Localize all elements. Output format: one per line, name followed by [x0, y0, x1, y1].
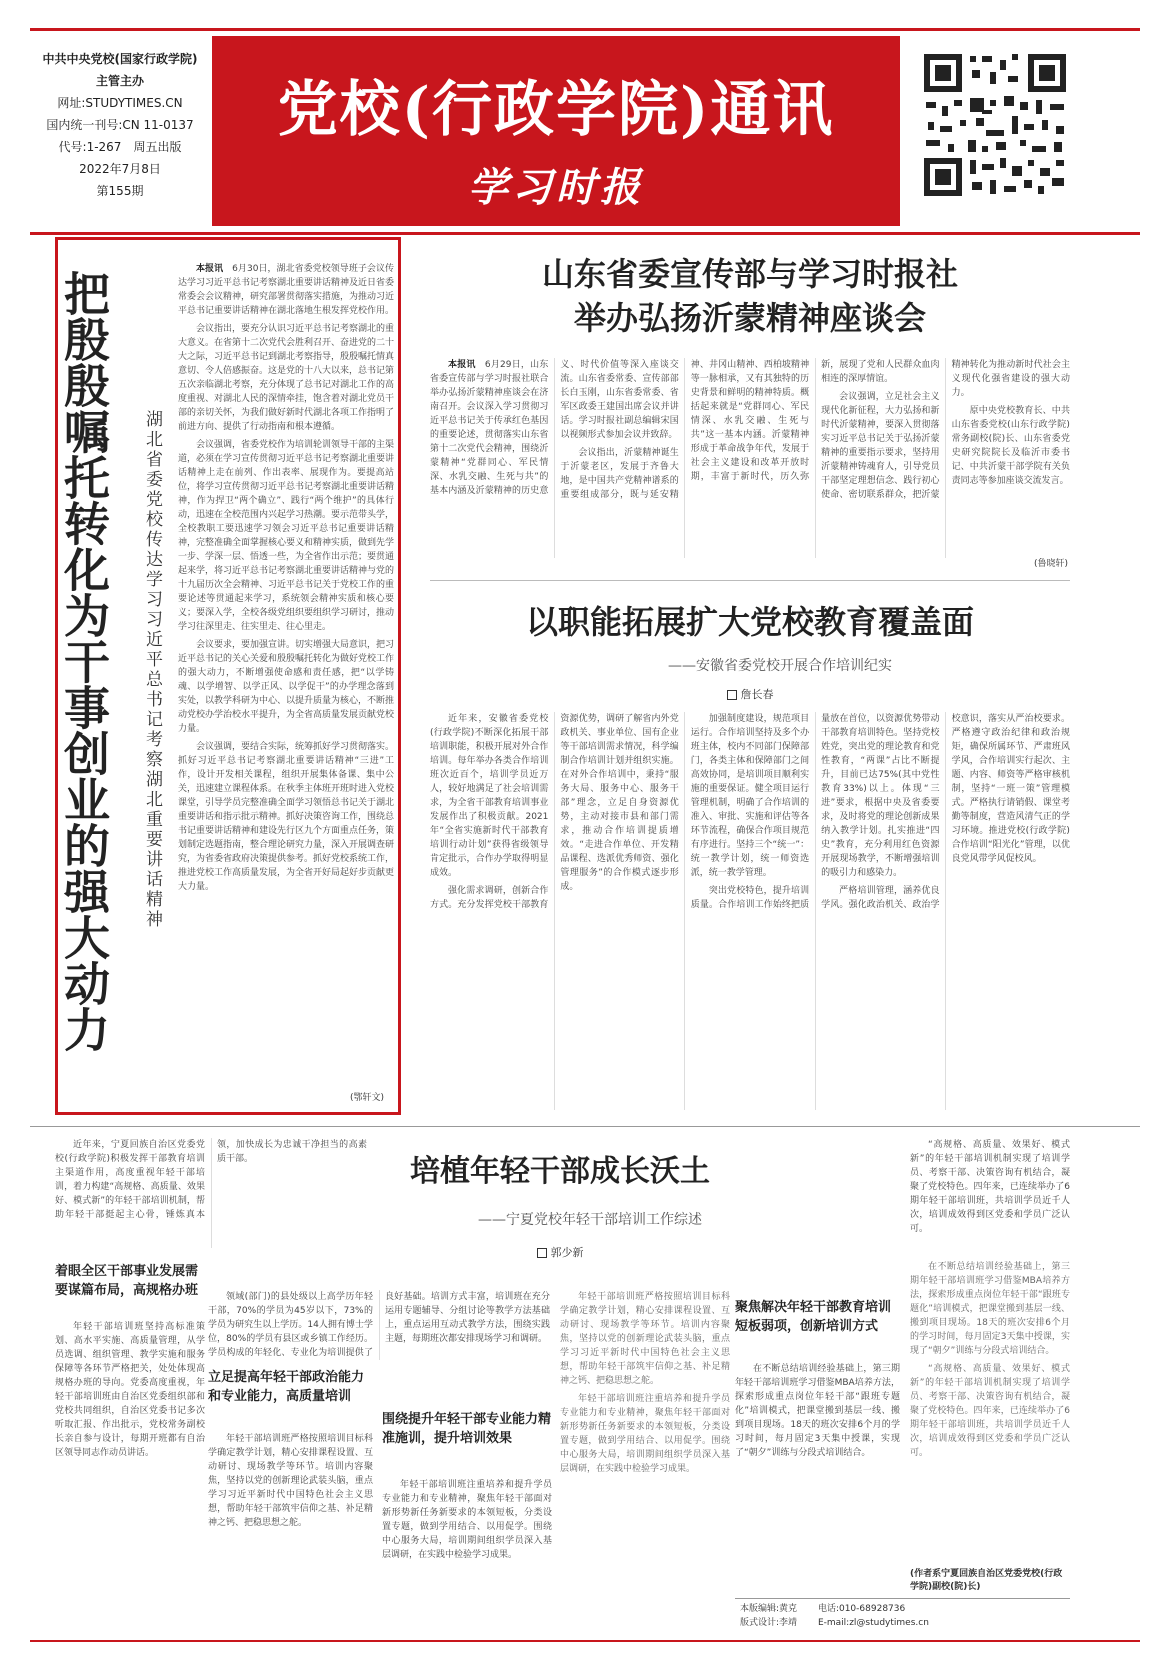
paragraph: 本报讯 6月29日，山东省委宣传部与学习时报社联合举办弘扬沂蒙精神座谈会在济南召开。会议深入学习贯彻习近平总书记关于传承红色基因的重要论述，贯彻落实山东省第十二次党代会精神，围绕沂蒙精神“党群同心、军民情深、水乳交融、生死与共”的基本内涵及沂蒙精神的历史意义、时代价值等深入座谈交流。山东省委常委、宣传部部长白玉刚，山东省委常委、省军区政委王建国出席会议并讲话。学习时报社副总编辑宋国以视频形式参加会议并致辞。 [430, 360, 679, 496]
section-body [208, 1432, 373, 1620]
article-intro-ningxia [55, 1138, 367, 1248]
paragraph: 会议强调，立足社会主义现代化新征程，大力弘扬和新时代沂蒙精神，要深入贯彻落实习近平总书记关于弘扬沂蒙精神的重要指示要求，坚持用沂蒙精神铸魂育人，引导党员干部坚定理想信念、践行初心使命、密切联系群众，把沂蒙精神转化为推动新时代社会主义现代化强省建设的强大动力。 [821, 360, 1070, 500]
section-heading: 聚焦解决年轻干部教育培训短板弱项，创新培训方式 [735, 1300, 892, 1334]
article-closing-ningxia [910, 1138, 1070, 1248]
section-body [55, 1320, 205, 1620]
paragraph: 年轻干部培训班注重培养和提升学员专业能力和专业精神，聚焦年轻干部面对新形势新任务新要求的本领短板，分类设置专题，做到学用结合、以用促学。围绕中心服务大局，培训期间组织学员深入基层调研，在实践中检验学习成果。 [560, 1394, 730, 1474]
section-heading: 立足提高年轻干部政治能力和专业能力，高质量培训 [208, 1370, 365, 1404]
paragraph: 年轻干部培训班严格按照培训目标科学确定教学计划，精心安排课程设置、互动研讨、现场教学等环节。培训内容聚焦，坚持以党的创新理论武装头脑，重点学习习近平新时代中国特色社会主义思想，帮助年轻干部筑牢信仰之基、补足精神之钙、把稳思想之舵。 [208, 1434, 373, 1528]
paper-name-logo: 学习时报 [468, 164, 644, 211]
article-subtitle-anhui: ——安徽省委党校开展合作培训纪实 [668, 658, 892, 674]
article-title-anhui: 以职能拓展扩大党校教育覆盖面 [525, 603, 974, 641]
paragraph: 会议指出，要充分认识习近平总书记考察湖北的重大意义。在省第十二次党代会胜利召开、奋进党的二十大之际，习近平总书记到湖北考察指导，殷殷嘱托情真意切、令人倍感振奋。这是党的十八大以来，总书记第五次亲临湖北考察，充分体现了总书记对湖北工作的高度重视、对湖北人民的深情牵挂，饱含着对湖北党员干部的亲切关怀，为我们做好新时代湖北各项工作指明了前进方向、提供了行动指南和根本遵循。 [178, 324, 395, 432]
email-label: E-mail: [817, 1618, 850, 1628]
paragraph: 加强制度建设，规范项目运行。合作培训坚持及多个办班主体，校内不同部门保障部门，各类主体和保障部门之间高效协同，是培训项目顺利实施的重要保证。健全项目运行管理机制，明确了合作培训的准入、审批、实施和评估等各环节流程，确保合作项目规范有序进行。坚持三个“统一”：统一教学计划，统一师资选派，统一教学管理。 [690, 714, 810, 878]
signature-hubei: (鄂轩文) [349, 1093, 384, 1103]
footer-row-2 [740, 1616, 1070, 1630]
paragraph: 会议指出，沂蒙精神诞生于沂蒙老区，发展于齐鲁大地，是中国共产党精神谱系的重要组成部分，既与延安精神、井冈山精神、西柏坡精神等一脉相承，又有其独特的历史背景和鲜明的精神特质。概括起来就是“党群同心、军民情深、水乳交融、生死与共”这一基本内涵。沂蒙精神形成于革命战争年代，发展于社会主义建设和改革开放时期，丰富于新时代，历久弥新，展现了党和人民群众血肉相连的深厚情谊。 [560, 360, 940, 500]
footer-divider [735, 1598, 1070, 1599]
bottom-rule [30, 1640, 1140, 1642]
article-title-hubei: 把殷殷嘱托转化为干事创业的强大动力 [57, 270, 111, 1052]
masthead-meta [30, 48, 210, 202]
author-anhui: 詹长春 [740, 688, 774, 701]
title-line-2: 举办弘扬沂蒙精神座谈会 [573, 299, 926, 337]
article-midtext-ningxia [208, 1290, 550, 1360]
sponsor: 中共中央党校(国家行政学院) [42, 52, 198, 66]
section-heading: 围绕提升年轻干部专业能力精准施训，提升培训效果 [382, 1412, 552, 1446]
paragraph: 年轻干部培训班注重培养和提升学员专业能力和专业精神，聚焦年轻干部面对新形势新任务新要求的本领短板，分类设置专题，做到学用结合、以用促学。围绕中心服务大局，培训期间组织学员深入基层调研，在实践中检验学习成果。 [382, 1480, 552, 1560]
article-subtitle-hubei: 湖北省委党校传达学习习近平总书记考察湖北重要讲话精神 [142, 410, 162, 930]
byline-box-icon [727, 690, 737, 700]
signature-shandong: (鲁晓轩) [1033, 559, 1068, 569]
lead-label: 本报讯 [196, 264, 224, 274]
paragraph: 近年来，安徽省委党校(行政学院)不断深化拓展干部培训职能，积极开展对外合作培训。每年举办各类合作培训班次近百个，培训学员近万人，较好地满足了社会培训需求，为全省干部教育培训事业发展作出了积极贡献。2021年“全省实施新时代干部教育培训行动计划”获得省级领导肯定批示，合作办学取得明显成效。 [430, 714, 549, 878]
paragraph: 年轻干部培训班严格按照培训目标科学确定教学计划，精心安排课程设置、互动研讨、现场教学等环节。培训内容聚焦，坚持以党的创新理论武装头脑，重点学习习近平新时代中国特色社会主义思想，帮助年轻干部筑牢信仰之基、补足精神之钙、把稳思想之舵。 [560, 1292, 730, 1386]
section-body-continued [560, 1290, 730, 1620]
page-footer [740, 1602, 1070, 1630]
masthead-title: 党校(行政学院)通讯 [277, 75, 835, 145]
title-line-1: 山东省委宣传部与学习时报社 [541, 255, 958, 293]
paragraph: 年轻干部培训班坚持高标准策划、高水平实施、高质量管理，从学员选调、组织管理、教学实施和服务保障等各环节严格把关，处处体现高规格办班的导向。党委高度重视，年轻干部培训班由自治区党委组织部和党校共同组织，自治区党委书记多次听取汇报、作出批示，党校常务副校长亲自参与设计，每期开班都有自治区领导同志作动员讲话。 [55, 1322, 205, 1458]
paragraph: “高规格、高质量、效果好、模式新”的年轻干部培训机制实现了培训学员、考察干部、决策咨询有机结合，凝聚了党校特色。四年来，已连续举办了6期年轻干部培训班，共培训学员近千人次，培训成效得到区党委和学员广泛认可。 [910, 1364, 1070, 1458]
byline-anhui [430, 686, 1070, 702]
sponsor-role: 主管主办 [95, 74, 144, 88]
email-address: zl@studytimes.cn [849, 1618, 929, 1628]
article-body-anhui [430, 712, 1070, 1110]
section-heading: 着眼全区干部事业发展需要谋篇布局，高规格办班 [55, 1264, 199, 1298]
issn: 国内统一刊号:CN 11-0137 [46, 118, 194, 132]
author-ningxia: 郭少新 [550, 1246, 584, 1259]
signature-ningxia: (作者系宁夏回族自治区党委党校(行政学院)副校(院)长) [910, 1569, 1063, 1592]
paragraph: 严格培训管理，涵养优良学风。强化政治机关、政治学校意识，落实从严治校要求。严格遵守政治纪律和政治规矩，确保所属环节、严肃班风学风，合作培训实行起次、主题、内容、师资等严格审核机制，坚持“一班一策”管理模式。严格执行请销假、课堂考勤等制度，营造风清气正的学习环境。推进党校(行政学院)合作培训“阳光化”管理，以优良党风带学风促校风。 [821, 714, 1070, 910]
article-body-shandong [430, 358, 1070, 558]
paragraph: 在不断总结培训经验基础上，第三期年轻干部培训班学习借鉴MBA培养方法，探索形成重点岗位年轻干部“跟班专题化”培训模式，把课堂搬到基层一线、搬到项目现场。18天的班次安排6个月的学习时间，每月固定3天集中授课，实现了“朝夕”训练与分段式培训结合。 [910, 1262, 1070, 1356]
article-body-hubei [178, 262, 394, 1082]
article-title-shandong [430, 252, 1070, 340]
issue-date: 2022年7月8日 [79, 162, 161, 176]
editor-label: 本版编辑: [740, 1604, 780, 1614]
section-body [735, 1362, 900, 1602]
designer-label: 版式设计: [740, 1618, 780, 1628]
paragraph: 会议强调，省委党校作为培训轮训领导干部的主渠道，必须在学习宣传贯彻习近平总书记考察湖北重要讲话精神上走在前列、作出表率、展现作为。要提高站位，将学习宣传贯彻习近平总书记考察湖北重要讲话精神，作为捍卫“两个确立”、践行“两个维护”的具体行动，迅速在全校范围内兴起学习热潮。要示范带头学，全校教职工要迅速学习领会习近平总书记重要讲话精神，完整准确全面掌握核心要义和精神实质，做到先学一步、学深一层、悟透一些，为全省作出示范；要贯通起来学，将习近平总书记考察湖北重要讲话精神与党的十九届历次全会精神、习近平总书记关于党校工作的重要论述等贯通起来学习，系统领会精神实质和核心要义；要深入学，全校各级党组织要组织学习研讨，推动学习往深里走、往实里走、往心里走。 [178, 440, 395, 632]
publication-code: 代号:1-267 周五出版 [58, 140, 182, 154]
issue-number: 第155期 [96, 184, 144, 198]
paragraph: “高规格、高质量、效果好、模式新”的年轻干部培训机制实现了培训学员、考察干部、决策咨询有机结合，凝聚了党校特色。四年来，已连续举办了6期年轻干部培训班，共培训学员近千人次，培训成效得到区党委和学员广泛认可。 [910, 1140, 1070, 1234]
paragraph: 近年来，宁夏回族自治区党委党校(行政学院)积极发挥干部教育培训主渠道作用，高度重视年轻干部培训，着力构建“高规格、高质量、效果好、模式新”的年轻干部培训机制，帮助年轻干部挺起主心骨，锤炼真本领，加快成长为忠诚干净担当的高素质干部。 [55, 1140, 367, 1220]
section-divider [430, 580, 1070, 581]
article-box-hubei [55, 237, 401, 1115]
article-subtitle-ningxia: ——宁夏党校年轻干部培训工作综述 [478, 1212, 702, 1228]
paragraph: 会议强调，要结合实际，统筹抓好学习贯彻落实。抓好习近平总书记考察湖北重要讲话精神“三进”工作，设计开发相关课程，组织开展集体备课、集中公关，迅速建立课程体系。在秋季主体班开班时进入党校课堂，引导学员完整准确全面学习领悟总书记关于湖北重要讲话和指示批示精神。抓好决策咨询工作，围绕总书记重要讲话精神和建设先行区九个方面重点任务，策划制定选题指南，整合理论研究力量，深入开展调查研究，为省委省政府决策提供参考。抓好党校系统工作，推进党校工作高质量发展，为全省开好局起好步贡献更大力量。 [178, 742, 395, 892]
lead-label: 本报讯 [448, 360, 476, 370]
designer-name: 李靖 [779, 1618, 798, 1628]
paragraph: 原中央党校教育长、中共山东省委党校(山东行政学院)常务副校(院)长、山东省委党史研究院院长及临沂市委书记、中共沂蒙干部学院有关负责同志等参加座谈交流发言。 [951, 406, 1070, 486]
paragraph: 突出党校特色，提升培训质量。合作培训工作始终把质量放在首位，以资源优势带动干部教育培训特色。坚持党校姓党，突出党的理论教育和党性教育，“两课”占比不断提升，目前已达75%(其中党性教育33%)以上。体现“三进”要求，根据中央及省委要求，及时将党的理论创新成果纳入教学计划。扎实推进“四史”教育，充分利用红色资源开展现场教学，不断增强培训的吸引力和感染力。 [690, 714, 940, 910]
paragraph: 本报讯 6月30日，湖北省委党校领导班子会议传达学习习近平总书记考察湖北重要讲话精神及近日省委常委会会议精神，研究部署贯彻落实措施，为推动习近平总书记重要讲话精神在湖北落地生根发挥党校作用。 [178, 264, 395, 316]
masthead-rule [30, 232, 1140, 235]
editor-name: 黄克 [779, 1604, 798, 1614]
paragraph: 领域(部门)的县处级以上高学历年轻干部，70%的学员为45岁以下，73%的学员为研究生以上学历。14人拥有博士学位，80%的学员有县区或乡镇工作经历。学员构成的年轻化、专业化为培训提供了良好基础。培训方式丰富，培训班在充分运用专题辅导、分组讨论等教学方法基础上，重点运用互动式教学方法，围绕实践主题，每期班次都安排现场学习和调研。 [208, 1292, 550, 1358]
section-body [382, 1478, 552, 1620]
paragraph: 强化需求调研，创新合作方式。充分发挥党校干部教育资源优势，调研了解省内外党政机关、事业单位、国有企业等干部培训需求情况，科学编制合作培训计划并组织实施。在对外合作培训中，秉持“服务大局、服务中心、服务干部”理念，立足自身资源优势，主动对接市县和部门需求，推动合作培训提质增效。“走进合作单位、开发精品课程、选派优秀师资、强化管理服务”的合作模式逐步形成。 [430, 714, 679, 910]
masthead-banner [212, 36, 900, 226]
qr-code-icon [920, 50, 1070, 200]
footer-row-1 [740, 1602, 1070, 1616]
article-title-ningxia: 培植年轻干部成长沃土 [410, 1154, 710, 1189]
byline-box-icon [537, 1248, 547, 1258]
phone-number: 010-68928736 [838, 1604, 906, 1614]
website: 网址:STUDYTIMES.CN [57, 96, 183, 110]
top-rule [30, 28, 1140, 31]
paragraph: 会议要求，要加强宣讲。切实增强大局意识，把习近平总书记的关心关爱和殷殷嘱托转化为做好党校工作的强大动力，不断增强使命感和责任感，把“以学铸魂、以学增智、以学正风、以学促干”的办学理念落到实处，以教学科研为中心、以提升质量为核心，不断推动党校办学治校水平提升，为全省高质量发展贡献党校力量。 [178, 640, 395, 734]
paragraph: 在不断总结培训经验基础上，第三期年轻干部培训班学习借鉴MBA培养方法，探索形成重点岗位年轻干部“跟班专题化”培训模式，把课堂搬到基层一线、搬到项目现场。18天的班次安排6个月的学习时间，每月固定3天集中授课，实现了“朝夕”训练与分段式培训结合。 [735, 1364, 900, 1458]
section-divider [30, 1126, 1140, 1127]
section-body-continued [910, 1260, 1070, 1560]
byline-ningxia [230, 1244, 890, 1260]
phone-label: 电话: [817, 1604, 839, 1614]
